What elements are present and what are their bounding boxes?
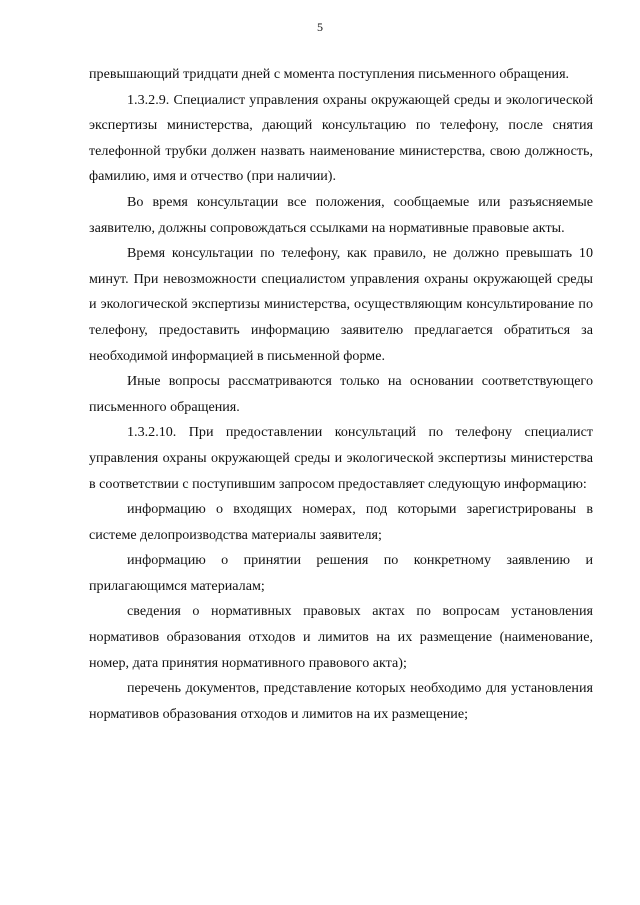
list-item-documents-list: перечень документов, представление которых необходимо для установления нормативов образования отходов и лимитов на их размещение; (89, 680, 593, 722)
paragraph-consultation-references: Во время консультации все положения, сообщаемые или разъясняемые заявителю, должны сопровождаться ссылками на нормативные правовые акты. (89, 193, 593, 236)
paragraph-consultation-time: Время консультации по телефону, как правило, не должно превышать 10 минут. При невозможности специалистом управления охраны окружающей среды и экологической экспертизы министерства, осуществляющим консультирование по телефону, предоставить информацию заявителю предлагается обратиться за необходимой информацией в письменной форме. (89, 245, 593, 364)
page-number: 5 (317, 20, 323, 34)
paragraph-continuation: превышающий тридцати дней с момента поступления письменного обращения. (89, 66, 570, 82)
paragraph-1-3-2-9: 1.3.2.9. Специалист управления охраны окружающей среды и экологической экспертизы министерства, дающий консультацию по телефону, после снятия телефонной трубки должен назвать наименование министерства, свою должность, фамилию, имя и отчество (при наличии). (89, 91, 593, 185)
document-body (89, 62, 593, 727)
list-item-incoming-numbers: информацию о входящих номерах, под которыми зарегистрированы в системе делопроизводства материалы заявителя; (89, 501, 593, 543)
list-item-decision-info: информацию о принятии решения по конкретному заявлению и прилагающимся материалам; (89, 552, 593, 594)
paragraph-other-questions: Иные вопросы рассматриваются только на основании соответствующего письменного обращения. (89, 373, 593, 415)
list-item-legal-acts: сведения о нормативных правовых актах по вопросам установления нормативов образования отходов и лимитов на их размещение (наименование, номер, дата принятия нормативного правового акта); (89, 603, 593, 671)
paragraph-1-3-2-10: 1.3.2.10. При предоставлении консультаций по телефону специалист управления охраны окружающей среды и экологической экспертизы министерства в соответствии с поступившим запросом предоставляет следующую информацию: (89, 424, 593, 492)
